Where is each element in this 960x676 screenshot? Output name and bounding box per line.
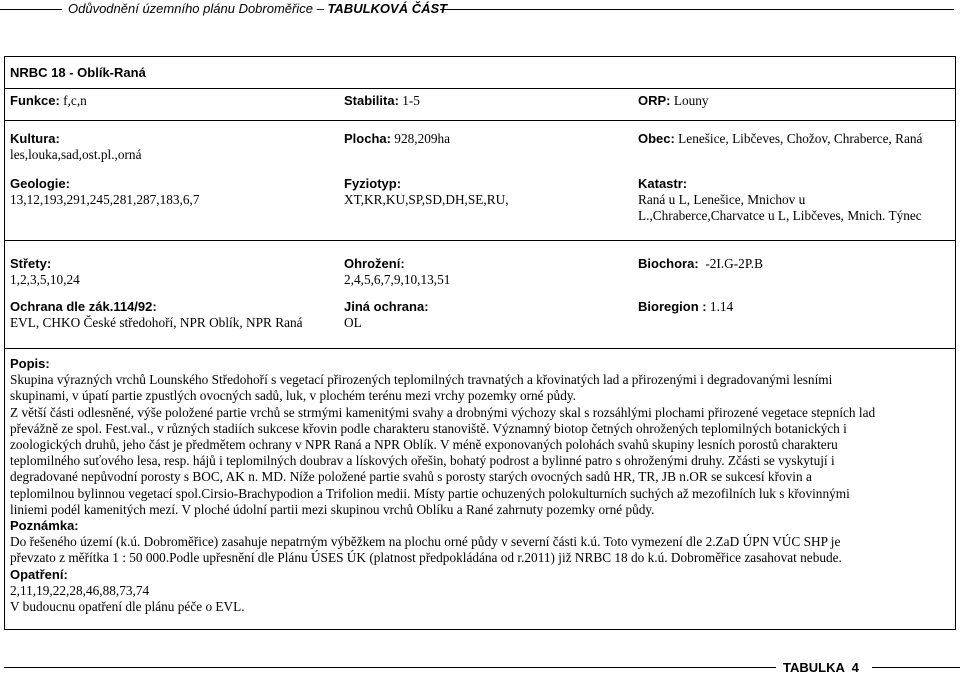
funkce-value: f,c,n: [59, 93, 87, 108]
row-divider: [4, 88, 956, 89]
page-footer: [0, 660, 960, 676]
geologie-field: [10, 176, 199, 208]
footer-rule-right: [872, 667, 960, 668]
opatreni-line: 2,11,19,22,28,46,88,73,74: [10, 582, 150, 598]
footer-label: TABULKA 4: [783, 660, 859, 675]
obec-label: Obec:: [638, 131, 675, 146]
ochrana-value: EVL, CHKO České středohoří, NPR Oblík, NPR Raná: [10, 315, 303, 331]
fyziotyp-label: Fyziotyp:: [344, 176, 402, 191]
ohrozeni-field: [344, 256, 450, 288]
biochora-field: [638, 256, 763, 272]
popis-section: [10, 356, 952, 615]
row-divider: [4, 120, 956, 121]
strety-label: Střety:: [10, 256, 52, 271]
stabilita-field: [344, 93, 420, 109]
geologie-label: Geologie:: [10, 176, 70, 191]
bioregion-label: Bioregion :: [638, 299, 707, 314]
stabilita-value: 1-5: [398, 93, 420, 108]
popis-line: teplomilnou bylinnou vegetací spol.Cirsio-Brachypodion a Trifolion medii. Místy partie ochuzených polokulturních suchých až mezofilních luk s křovinnými: [10, 485, 850, 501]
orp-label: ORP:: [638, 93, 671, 108]
plocha-value: 928,209ha: [390, 131, 451, 146]
opatreni-label: Opatření:: [10, 566, 68, 582]
poznamka-line: převzato z měřítka 1 : 50 000.Podle upřesnění dle Plánu ÚSES ÚK (platnost předpokládána od r.2011) již NRBC 18 do k.ú. Dobroměřice zasahovat nebude.: [10, 550, 842, 566]
strety-field: [10, 256, 80, 288]
stabilita-label: Stabilita:: [344, 93, 399, 108]
ohrozeni-label: Ohrožení:: [344, 256, 405, 271]
plocha-field: [344, 131, 450, 147]
fyziotyp-value: XT,KR,KU,SP,SD,DH,SE,RU,: [344, 192, 509, 208]
kultura-label: Kultura:: [10, 131, 60, 146]
popis-line: liniemi podél kamenitých mezí. V ploché údolní partii mezi skupinou vrchů Oblíku a Rané zahrnuty pozemky orné půdy.: [10, 501, 655, 517]
funkce-label: Funkce:: [10, 93, 60, 108]
orp-value: Louny: [670, 93, 709, 108]
header-title-left: Odůvodnění územního plánu Dobroměřice –: [68, 1, 328, 16]
popis-line: skupinami, v úpatí partie zpustlých ovocných sadů, luk, v plochém terénu mezi vrchy pozemky orné půdy.: [10, 388, 576, 404]
funkce-field: [10, 93, 87, 109]
fyziotyp-field: [344, 176, 509, 208]
header-title: [68, 1, 447, 17]
popis-line: Z větší části odlesněné, výše položené partie vrchů se strmými kamenitými svahy a drobnými výchozy skal s rozsáhlými plochami přirozené vegetace stepních lad: [10, 404, 876, 420]
poznamka-line: Do řešeného území (k.ú. Dobroměřice) zasahuje nepatrným výběžkem na plochu orné půdy v severní části k.ú. Toto vymezení dle 2.ZaD ÚPN VÚC SHP je: [10, 534, 841, 550]
page-header: [0, 0, 960, 16]
ochrana-label: Ochrana dle zák.114/92:: [10, 299, 157, 314]
row-divider: [4, 348, 956, 349]
ochrana-field: [10, 299, 303, 331]
jina-ochrana-value: OL: [344, 315, 362, 331]
kultura-value: les,louka,sad,ost.pl.,orná: [10, 147, 142, 163]
bioregion-field: [638, 299, 733, 315]
bioregion-value: 1.14: [706, 299, 734, 314]
popis-line: převážně ze spol. Fest.val., v různých stadiích sukcese křovin podle charakteru stanoviště. Významný biotop četných ohrožených teplomilných botanických i: [10, 420, 847, 436]
header-rule-right: [440, 9, 954, 10]
katastr-value-line: Raná u L, Lenešice, Mnichov u: [638, 192, 806, 208]
popis-line: zoologických druhů, jeho část je předmětem ochrany v NPR Raná a NPR Oblík. V méně exponovaných polohách svahů skupiny lesních porostů charakteru: [10, 437, 838, 453]
katastr-label: Katastr:: [638, 176, 688, 191]
orp-field: [638, 93, 709, 109]
popis-line: degradované nepůvodní porosty s BOC, AK n. MD. Níže položené partie svahů s porosty starých ovocných sadů HR, TR, JB n.OR se sukcesí křovin a: [10, 469, 812, 485]
biochora-value: -2I.G-2P.B: [698, 256, 763, 271]
header-title-right: TABULKOVÁ ČÁST: [327, 1, 448, 16]
plocha-label: Plocha:: [344, 131, 391, 146]
biochora-label: Biochora:: [638, 256, 699, 271]
ohrozeni-value: 2,4,5,6,7,9,10,13,51: [344, 272, 451, 288]
katastr-value-line: L.,Chraberce,Charvatce u L, Libčeves, Mnich. Týnec: [638, 208, 922, 224]
popis-label: Popis:: [10, 356, 50, 371]
row-divider: [4, 240, 956, 241]
footer-rule: [4, 667, 776, 668]
header-rule-left: [0, 9, 62, 10]
geologie-value: 13,12,193,291,245,281,287,183,6,7: [10, 192, 200, 208]
strety-value: 1,2,3,5,10,24: [10, 272, 80, 288]
opatreni-line: V budoucnu opatření dle plánu péče o EVL.: [10, 599, 245, 615]
popis-line: Skupina výrazných vrchů Lounského Středohoří s vegetací přirozených teplomilných travnatých a křovinatých lad a přirozenými i degradovanými lesními: [10, 372, 833, 388]
obec-field: [638, 131, 922, 147]
katastr-field: [638, 176, 922, 225]
jina-ochrana-field: [344, 299, 429, 331]
jina-ochrana-label: Jiná ochrana:: [344, 299, 429, 314]
popis-line: teplomilného suťového lesa, resp. hájů i teplomilných doubrav a lískových ořešin, bohatý podrost a bylinné patro s ohroženými druhy. Zčásti se vyskytují i: [10, 453, 835, 469]
kultura-field: [10, 131, 141, 163]
poznamka-label: Poznámka:: [10, 518, 79, 534]
record-title: NRBC 18 - Oblík-Raná: [10, 65, 146, 80]
obec-value: Lenešice, Libčeves, Chožov, Chraberce, Raná: [674, 131, 923, 146]
